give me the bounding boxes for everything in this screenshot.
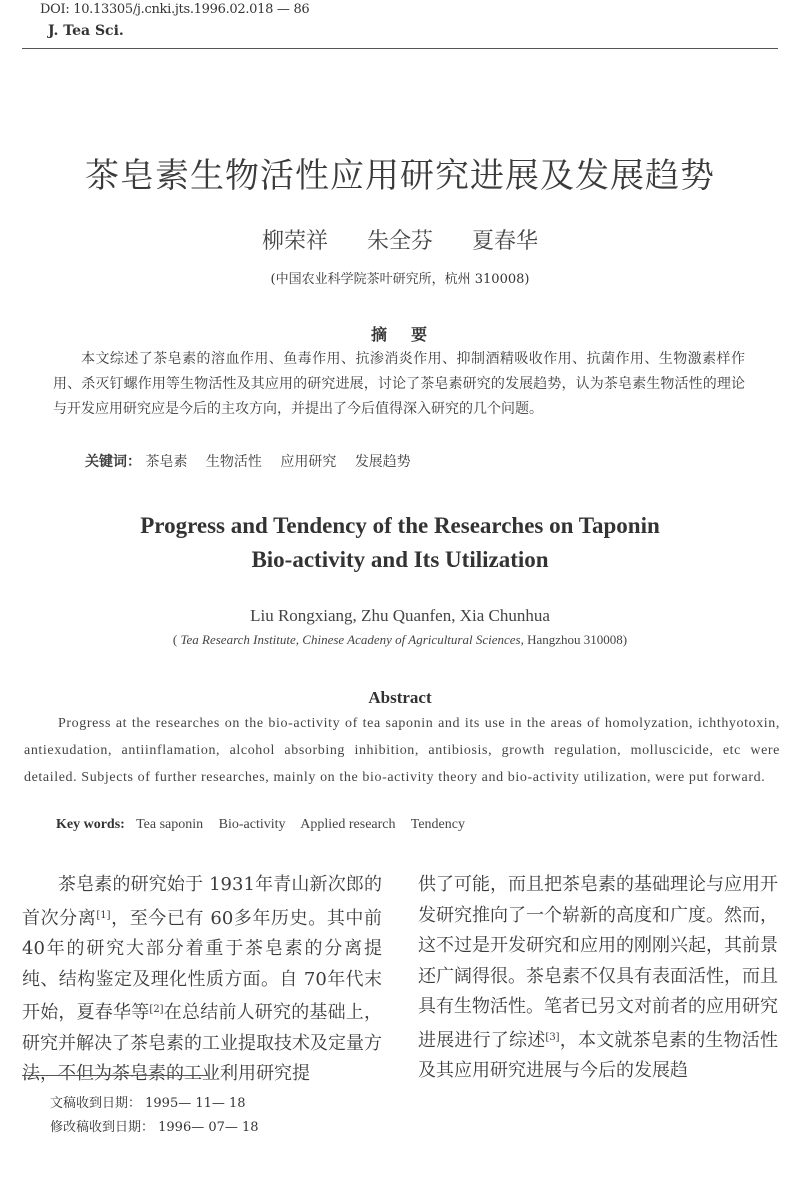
english-title-line-2: Bio-activity and Its Utilization <box>251 547 549 572</box>
revised-date: 修改稿收到日期： 1996— 07— 18 <box>50 1120 259 1135</box>
english-abstract-text: Progress at the researches on the bio-activity of tea saponin and its use in the areas of homolyzation, ichthyotoxin, antiexudation, antiinflamation, alcohol absorbing inhibition, antibiosis, growth regulation, molluscicide, etc were detailed. Subjects of further researches, mainly on the bio-activity theory and bio-activity utilization, were put forward. <box>24 716 780 785</box>
english-keyword: Tea saponin <box>136 817 204 832</box>
citation-ref: [1] <box>96 909 111 921</box>
body-text: ，本文就茶皂素的生物活性及其应用研究进展与今后的发展趋 <box>418 1029 779 1081</box>
citation-ref: [3] <box>545 1031 560 1043</box>
affiliation-open: ( <box>172 632 181 647</box>
english-keyword: Applied research <box>300 817 396 832</box>
body-column-right <box>418 870 778 1087</box>
chinese-keywords <box>85 451 425 471</box>
chinese-keyword: 茶皂素 <box>145 454 188 470</box>
chinese-abstract-text: 本文综述了茶皂素的溶血作用、鱼毒作用、抗渗消炎作用、抑制酒精吸收作用、抗菌作用、生物激素样作用、杀灭钉螺作用等生物活性及其应用的研究进展，讨论了茶皂素研究的发展趋势，认为茶皂素生物活性的理论与开发应用研究应是今后的主攻方向，并提出了今后值得深入研究的几个问题。 <box>53 351 745 417</box>
english-abstract-heading: Abstract <box>368 688 432 707</box>
chinese-abstract-heading <box>0 322 800 345</box>
body-column-left <box>22 870 382 1090</box>
abstract-heading-char-2: 要 <box>411 325 430 344</box>
journal-name: J. Tea Sci. <box>48 23 124 39</box>
english-keyword: Bio-activity <box>218 817 286 832</box>
chinese-keyword: 生物活性 <box>205 454 262 470</box>
body-text: 茶皂素的研究始于 1931年青山新次郎的首次分离 <box>22 874 382 929</box>
english-keyword: Tendency <box>410 817 465 832</box>
english-title <box>0 509 800 577</box>
english-affiliation <box>0 632 800 648</box>
author-cn-1: 柳荣祥 <box>261 229 328 254</box>
body-text: 在总结前人研究的基础上，研究并解决了茶皂素的工业提取技术及定量方法，不但为茶皂素的工业利用研究提 <box>22 1002 383 1084</box>
chinese-affiliation: (中国农业科学院茶叶研究所，杭州 310008) <box>270 272 530 287</box>
citation-ref: [2] <box>149 1004 164 1015</box>
english-keywords <box>56 817 477 833</box>
english-title-line-1: Progress and Tendency of the Researches on Taponin <box>140 513 660 538</box>
received-date: 文稿收到日期： 1995— 11— 18 <box>50 1096 246 1111</box>
affiliation-institute: Tea Research Institute, Chinese Acadeny of Agricultural Sciences, <box>180 632 524 647</box>
affiliation-city: Hangzhou 310008) <box>523 632 628 647</box>
english-authors: Liu Rongxiang, Zhu Quanfen, Xia Chunhua <box>250 606 550 625</box>
chinese-title: 茶皂素生物活性应用研究进展及发展趋势 <box>85 156 715 196</box>
chinese-keywords-label: 关键词： <box>85 454 141 470</box>
body-text: ，至今已有 60多年历史。其中前 40年的研究大部分着重于茶皂素的分离提纯、结构鉴定及理化性质方面。自 70年代末开始，夏春华等 <box>22 907 383 1023</box>
body-text: 供了可能，而且把茶皂素的基础理论与应用开发研究推向了一个崭新的高度和广度。然而，这不过是开发研究和应用的刚刚兴起，其前景还广阔得很。茶皂素不仅具有表面活性，而且具有生物活性。笔者已另文对前者的应用研究进展进行了综述 <box>418 874 778 1051</box>
english-keywords-label: Key words: <box>56 817 125 832</box>
chinese-keyword: 应用研究 <box>280 454 337 470</box>
author-cn-3: 夏春华 <box>472 229 539 254</box>
chinese-authors <box>0 224 800 255</box>
doi-line: DOI: 10.13305/j.cnki.jts.1996.02.018 — 86 <box>40 2 310 17</box>
header-rule <box>22 48 778 49</box>
footnote-rule <box>22 1075 208 1076</box>
chinese-keyword: 发展趋势 <box>354 454 411 470</box>
author-cn-2: 朱全芬 <box>366 229 433 254</box>
abstract-heading-char-1: 摘 <box>370 325 389 344</box>
